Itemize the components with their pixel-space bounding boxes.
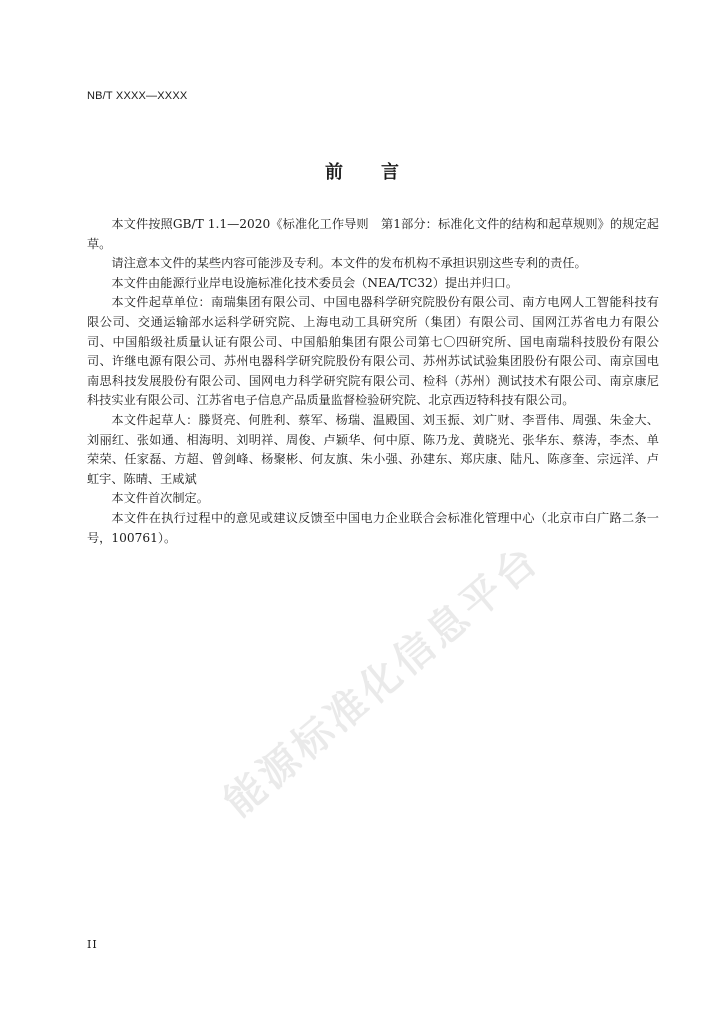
standard-code: NB/T XXXX—XXXX — [87, 90, 188, 102]
watermark: 能源标准化信息平台 — [215, 536, 549, 827]
paragraph-drafters: 本文件起草人：滕贤亮、何胜利、蔡军、杨瑞、温殿国、刘玉振、刘广财、李晋伟、周强、朱金大、刘丽红、张如通、相海明、刘明祥、周俊、卢颖华、何中原、陈乃龙、黄晓光、张华东、蔡涛，李杰、单荣荣、任家磊、方超、曾剑峰、杨聚彬、何友旗、朱小强、孙建东、郑庆康、陆凡、陈彦奎、宗远洋、卢虹宇、陈晴、王咸斌 — [87, 412, 659, 486]
paragraph-first-edition: 本文件首次制定。 — [111, 491, 209, 506]
foreword-body — [87, 215, 659, 548]
page-title: 前言 — [325, 162, 437, 183]
paragraph-drafting-units: 本文件起草单位：南瑞集团有限公司、中国电器科学研究院股份有限公司、南方电网人工智能科技有限公司、交通运输部水运科学研究院、上海电动工具研究所（集团）有限公司、国网江苏省电力有限公司、中国船级社质量认证有限公司、中国船舶集团有限公司第七〇四研究所、国电南瑞科技股份有限公司、许继电源有限公司、苏州电器科学研究院股份有限公司、苏州苏试试验集团股份有限公司、南京国电南思科技发展股份有限公司、国网电力科学研究院有限公司、检科（苏州）测试技术有限公司、南京康尼科技实业有限公司、江苏省电子信息产品质量监督检验研究院、北京西迈特科技有限公司。 — [87, 295, 659, 408]
paragraph-patent-notice: 请注意本文件的某些内容可能涉及专利。本文件的发布机构不承担识别这些专利的责任。 — [111, 256, 587, 271]
paragraph-drafting-rules: 本文件按照GB/T 1.1—2020《标准化工作导则 第1部分：标准化文件的结构和起草规则》的规定起草。 — [87, 217, 659, 251]
paragraph-proposer: 本文件由能源行业岸电设施标准化技术委员会（NEA/TC32）提出并归口。 — [111, 275, 519, 290]
page-number: II — [87, 938, 98, 951]
paragraph-feedback: 本文件在执行过程中的意见或建议反馈至中国电力企业联合会标准化管理中心（北京市白广路二条一号，100761）。 — [87, 510, 659, 545]
